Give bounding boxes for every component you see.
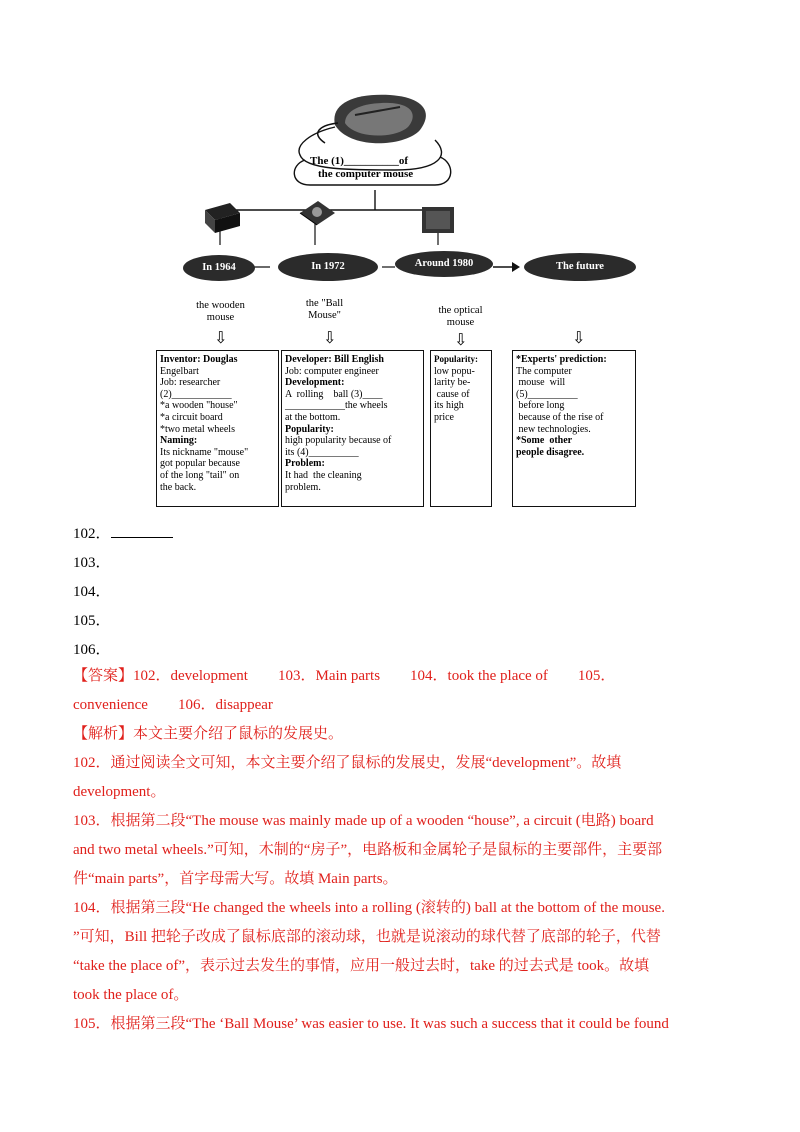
caption-optical-mouse: the optical mouse xyxy=(438,305,483,328)
answer-blank[interactable] xyxy=(111,523,173,538)
question-102: 102． xyxy=(73,522,173,543)
analysis-line: 105．根据第三段“The ‘Ball Mouse’ was easier to use. It was such a success that it could be found xyxy=(73,1016,669,1032)
analysis-line: 102．通过阅读全文可知，本文主要介绍了鼠标的发展史，发展“development”。故填 xyxy=(73,755,622,771)
mouse-history-figure xyxy=(150,85,650,510)
analysis-line: development。 xyxy=(73,784,166,800)
box-future: *Experts' prediction: The computer mouse will (5)__________ before long because of the rise of new technologies. *Some other people disagree. xyxy=(512,350,636,507)
computer-mouse-illustration xyxy=(318,95,426,144)
analysis-line: took the place of。 xyxy=(73,987,189,1003)
timeline-1980: Around 1980 xyxy=(395,251,493,277)
answer-line: 【答案】102．development 103．Main parts 104．took the place of 105． xyxy=(73,668,616,684)
down-arrow-icon: ⇩ xyxy=(572,328,586,347)
box-1964: Inventor: Douglas Engelbart Job: researcher (2)____________ *a wooden "house" *a circuit board *two metal wheels Naming: Its nickname "mouse" got popular because of the long "tail" on the back. xyxy=(156,350,279,507)
analysis-line: 件“main parts”，首字母需大写。故填 Main parts。 xyxy=(73,871,398,887)
analysis-line: ”可知，Bill 把轮子改成了鼠标底部的滚动球，也就是说滚动的球代替了底部的轮子，代替 xyxy=(73,929,661,945)
question-106: 106． xyxy=(73,642,111,658)
box-1980: Popularity: low popu- larity be- cause of its high price xyxy=(430,350,492,507)
figure-title-line1: The (1)__________of xyxy=(310,155,409,167)
caption-ball-mouse: the "Ball Mouse" xyxy=(305,298,344,321)
question-103: 103． xyxy=(73,555,111,571)
caption-wooden-mouse: the wooden mouse xyxy=(196,300,245,323)
timeline-1964: In 1964 xyxy=(183,255,255,281)
answer-line: convenience 106．disappear xyxy=(73,697,273,713)
box-1972: Developer: Bill English Job: computer engineer Development: A rolling ball (3)____ ____________the wheels at the bottom. Popularity: high popularity because of its (4)__________ Problem: It had the cleaning problem. xyxy=(281,350,424,507)
analysis-line: 104．根据第三段“He changed the wheels into a rolling (滚转的) ball at the bottom of the mouse. xyxy=(73,900,665,916)
question-104: 104． xyxy=(73,584,111,600)
answer-analysis-section xyxy=(73,662,733,1039)
down-arrow-icon: ⇩ xyxy=(214,328,228,347)
wooden-mouse-icon xyxy=(205,203,240,233)
figure-title-line2: the computer mouse xyxy=(318,168,414,180)
down-arrow-icon: ⇩ xyxy=(323,328,337,347)
timeline-future: The future xyxy=(524,253,636,281)
analysis-line: 【解析】本文主要介绍了鼠标的发展史。 xyxy=(73,726,344,742)
analysis-line: and two metal wheels.”可知，木制的“房子”，电路板和金属轮子是鼠标的主要部件，主要部 xyxy=(73,842,663,858)
ball-mouse-icon xyxy=(300,201,335,225)
analysis-line: “take the place of”，表示过去发生的事情，应用一般过去时，take 的过去式是 took。故填 xyxy=(73,958,650,974)
optical-mouse-icon xyxy=(422,207,454,233)
analysis-line: 103．根据第二段“The mouse was mainly made up of a wooden “house”, a circuit (电路) board xyxy=(73,813,654,829)
down-arrow-icon: ⇩ xyxy=(454,330,468,349)
timeline-1972: In 1972 xyxy=(278,253,378,281)
question-105: 105． xyxy=(73,613,111,629)
